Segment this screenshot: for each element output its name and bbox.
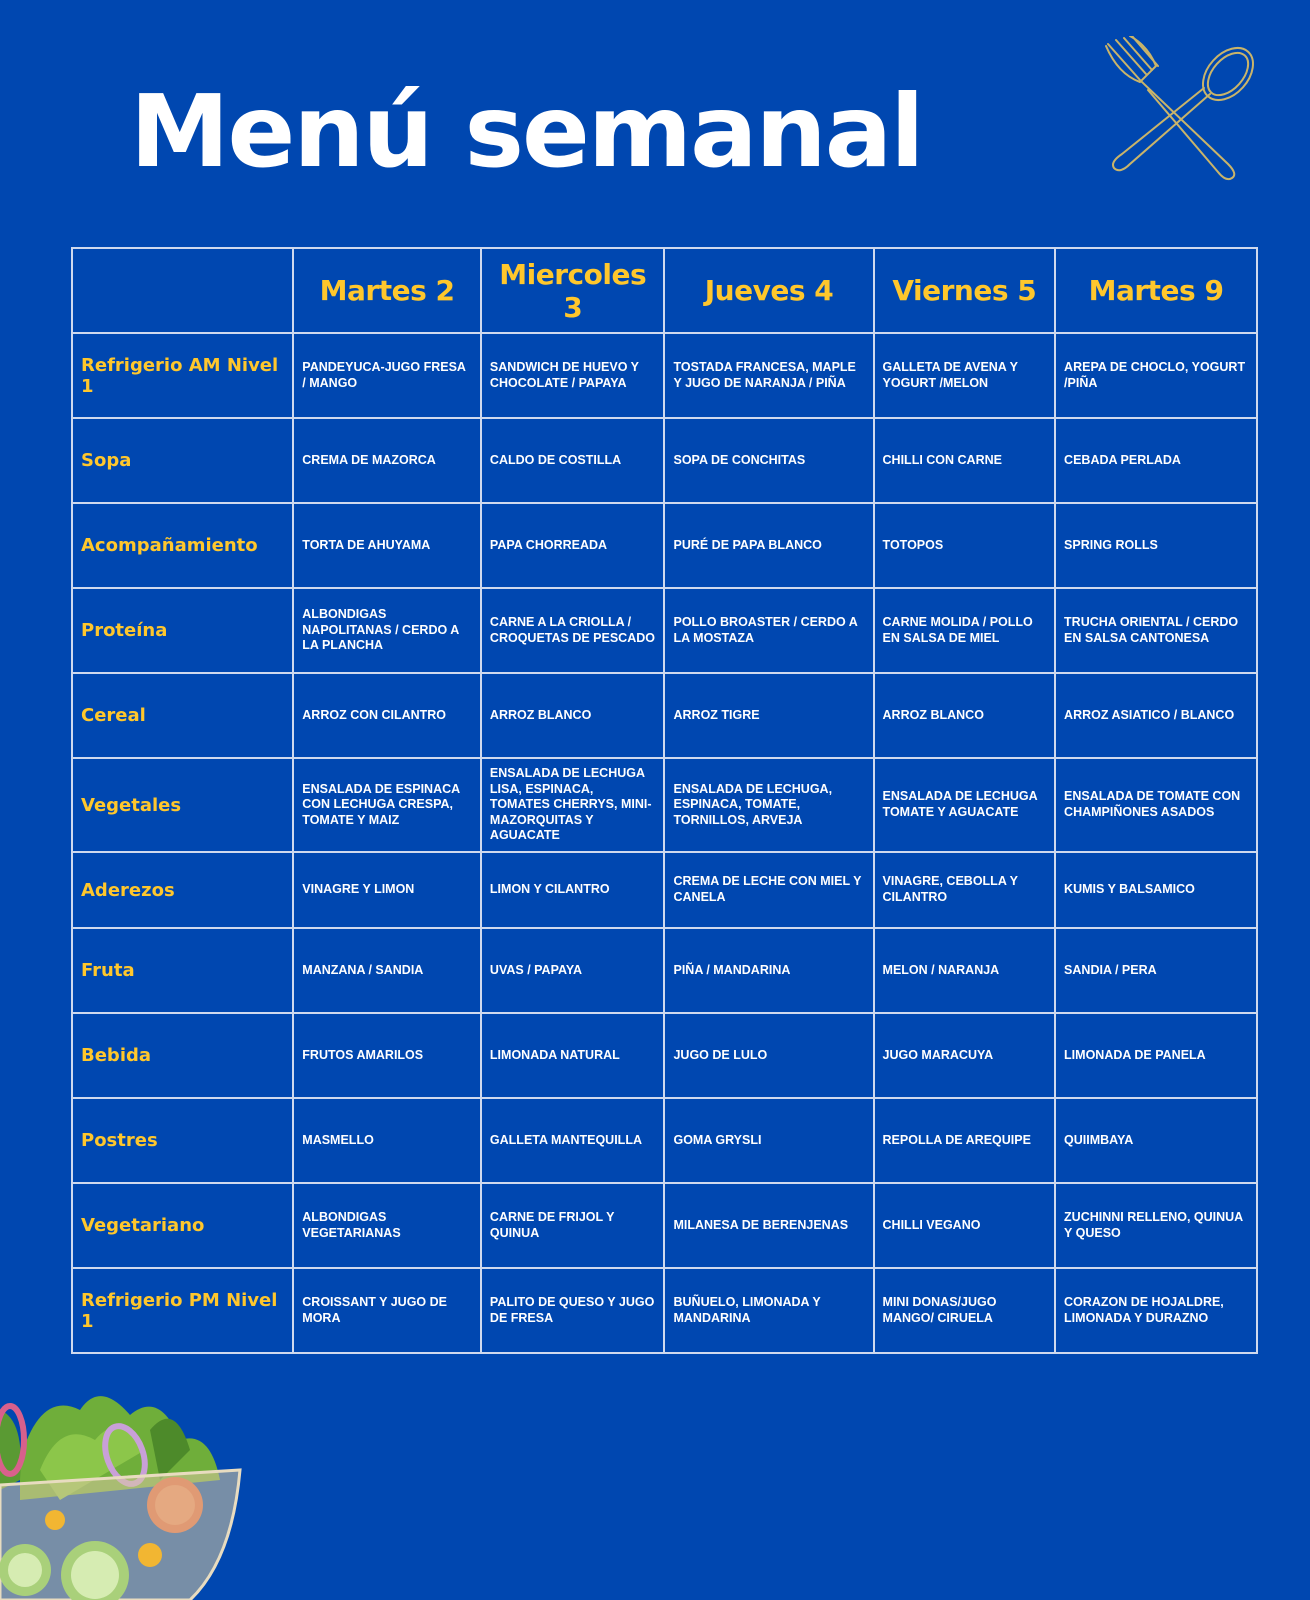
menu-item-cell: ARROZ BLANCO (481, 673, 665, 758)
menu-item-cell: CALDO DE COSTILLA (481, 418, 665, 503)
menu-item-cell: ZUCHINNI RELLENO, QUINUA Y QUESO (1055, 1183, 1257, 1268)
menu-item-cell: ARROZ TIGRE (664, 673, 873, 758)
menu-row (72, 503, 1257, 588)
menu-row (72, 1098, 1257, 1183)
menu-item-cell: CHILLI VEGANO (874, 1183, 1056, 1268)
menu-item-cell: CROISSANT Y JUGO DE MORA (293, 1268, 481, 1353)
menu-item-cell: SOPA DE CONCHITAS (664, 418, 873, 503)
menu-row (72, 673, 1257, 758)
menu-item-cell: TORTA DE AHUYAMA (293, 503, 481, 588)
category-label: Vegetariano (72, 1183, 293, 1268)
menu-item-cell: CARNE DE FRIJOL Y QUINUA (481, 1183, 665, 1268)
category-label: Sopa (72, 418, 293, 503)
corner-cell (72, 248, 293, 333)
menu-item-cell: VINAGRE Y LIMON (293, 852, 481, 928)
menu-table (71, 247, 1258, 1354)
menu-item-cell: POLLO BROASTER / CERDO A LA MOSTAZA (664, 588, 873, 673)
category-label: Acompañamiento (72, 503, 293, 588)
menu-item-cell: ARROZ CON CILANTRO (293, 673, 481, 758)
menu-item-cell: SPRING ROLLS (1055, 503, 1257, 588)
menu-row (72, 758, 1257, 852)
menu-item-cell: PALITO DE QUESO Y JUGO DE FRESA (481, 1268, 665, 1353)
category-label: Proteína (72, 588, 293, 673)
category-label: Postres (72, 1098, 293, 1183)
menu-item-cell: ENSALADA DE TOMATE CON CHAMPIÑONES ASADOS (1055, 758, 1257, 852)
menu-row (72, 588, 1257, 673)
menu-item-cell: CREMA DE LECHE CON MIEL Y CANELA (664, 852, 873, 928)
menu-item-cell: PAPA CHORREADA (481, 503, 665, 588)
menu-item-cell: TRUCHA ORIENTAL / CERDO EN SALSA CANTONESA (1055, 588, 1257, 673)
page-title: Menú semanal (130, 73, 923, 190)
menu-item-cell: CEBADA PERLADA (1055, 418, 1257, 503)
menu-row (72, 1013, 1257, 1098)
menu-item-cell: ENSALADA DE LECHUGA LISA, ESPINACA, TOMATES CHERRYS, MINI-MAZORQUITAS Y AGUACATE (481, 758, 665, 852)
menu-item-cell: PANDEYUCA-JUGO FRESA / MANGO (293, 333, 481, 418)
category-label: Bebida (72, 1013, 293, 1098)
menu-item-cell: UVAS / PAPAYA (481, 928, 665, 1013)
menu-row (72, 852, 1257, 928)
menu-item-cell: ARROZ BLANCO (874, 673, 1056, 758)
menu-row (72, 1268, 1257, 1353)
day-header: Miercoles 3 (481, 248, 665, 333)
menu-item-cell: CARNE MOLIDA / POLLO EN SALSA DE MIEL (874, 588, 1056, 673)
menu-item-cell: GOMA GRYSLI (664, 1098, 873, 1183)
category-label: Refrigerio AM Nivel 1 (72, 333, 293, 418)
menu-item-cell: CORAZON DE HOJALDRE, LIMONADA Y DURAZNO (1055, 1268, 1257, 1353)
menu-item-cell: LIMONADA NATURAL (481, 1013, 665, 1098)
menu-item-cell: CREMA DE MAZORCA (293, 418, 481, 503)
salad-bowl-illustration (0, 1370, 250, 1600)
menu-item-cell: MINI DONAS/JUGO MANGO/ CIRUELA (874, 1268, 1056, 1353)
menu-item-cell: LIMONADA DE PANELA (1055, 1013, 1257, 1098)
menu-row (72, 418, 1257, 503)
day-header: Viernes 5 (874, 248, 1056, 333)
menu-item-cell: GALLETA DE AVENA Y YOGURT /MELON (874, 333, 1056, 418)
menu-item-cell: VINAGRE, CEBOLLA Y CILANTRO (874, 852, 1056, 928)
menu-item-cell: KUMIS Y BALSAMICO (1055, 852, 1257, 928)
category-label: Vegetales (72, 758, 293, 852)
category-label: Fruta (72, 928, 293, 1013)
menu-item-cell: QUIIMBAYA (1055, 1098, 1257, 1183)
menu-item-cell: PIÑA / MANDARINA (664, 928, 873, 1013)
menu-item-cell: AREPA DE CHOCLO, YOGURT /PIÑA (1055, 333, 1257, 418)
menu-item-cell: CHILLI CON CARNE (874, 418, 1056, 503)
menu-item-cell: PURÉ DE PAPA BLANCO (664, 503, 873, 588)
menu-item-cell: TOTOPOS (874, 503, 1056, 588)
header-row (72, 248, 1257, 333)
menu-item-cell: CARNE A LA CRIOLLA / CROQUETAS DE PESCADO (481, 588, 665, 673)
menu-item-cell: MILANESA DE BERENJENAS (664, 1183, 873, 1268)
fork-spoon-icon (1100, 36, 1260, 186)
menu-item-cell: MASMELLO (293, 1098, 481, 1183)
menu-item-cell: TOSTADA FRANCESA, MAPLE Y JUGO DE NARANJA / PIÑA (664, 333, 873, 418)
category-label: Aderezos (72, 852, 293, 928)
menu-item-cell: ARROZ ASIATICO / BLANCO (1055, 673, 1257, 758)
day-header: Martes 2 (293, 248, 481, 333)
category-label: Cereal (72, 673, 293, 758)
menu-item-cell: JUGO MARACUYA (874, 1013, 1056, 1098)
day-header: Jueves 4 (664, 248, 873, 333)
menu-item-cell: ALBONDIGAS VEGETARIANAS (293, 1183, 481, 1268)
menu-item-cell: LIMON Y CILANTRO (481, 852, 665, 928)
day-header: Martes 9 (1055, 248, 1257, 333)
menu-item-cell: FRUTOS AMARILOS (293, 1013, 481, 1098)
menu-item-cell: GALLETA MANTEQUILLA (481, 1098, 665, 1183)
menu-item-cell: SANDIA / PERA (1055, 928, 1257, 1013)
menu-item-cell: ENSALADA DE LECHUGA, ESPINACA, TOMATE, TORNILLOS, ARVEJA (664, 758, 873, 852)
menu-item-cell: ENSALADA DE ESPINACA CON LECHUGA CRESPA, TOMATE Y MAIZ (293, 758, 481, 852)
menu-row (72, 1183, 1257, 1268)
menu-item-cell: ENSALADA DE LECHUGA TOMATE Y AGUACATE (874, 758, 1056, 852)
menu-item-cell: SANDWICH DE HUEVO Y CHOCOLATE / PAPAYA (481, 333, 665, 418)
menu-item-cell: BUÑUELO, LIMONADA Y MANDARINA (664, 1268, 873, 1353)
menu-item-cell: REPOLLA DE AREQUIPE (874, 1098, 1056, 1183)
category-label: Refrigerio PM Nivel 1 (72, 1268, 293, 1353)
menu-row (72, 928, 1257, 1013)
menu-item-cell: JUGO DE LULO (664, 1013, 873, 1098)
menu-item-cell: MELON / NARANJA (874, 928, 1056, 1013)
menu-item-cell: MANZANA / SANDIA (293, 928, 481, 1013)
menu-row (72, 333, 1257, 418)
menu-item-cell: ALBONDIGAS NAPOLITANAS / CERDO A LA PLANCHA (293, 588, 481, 673)
